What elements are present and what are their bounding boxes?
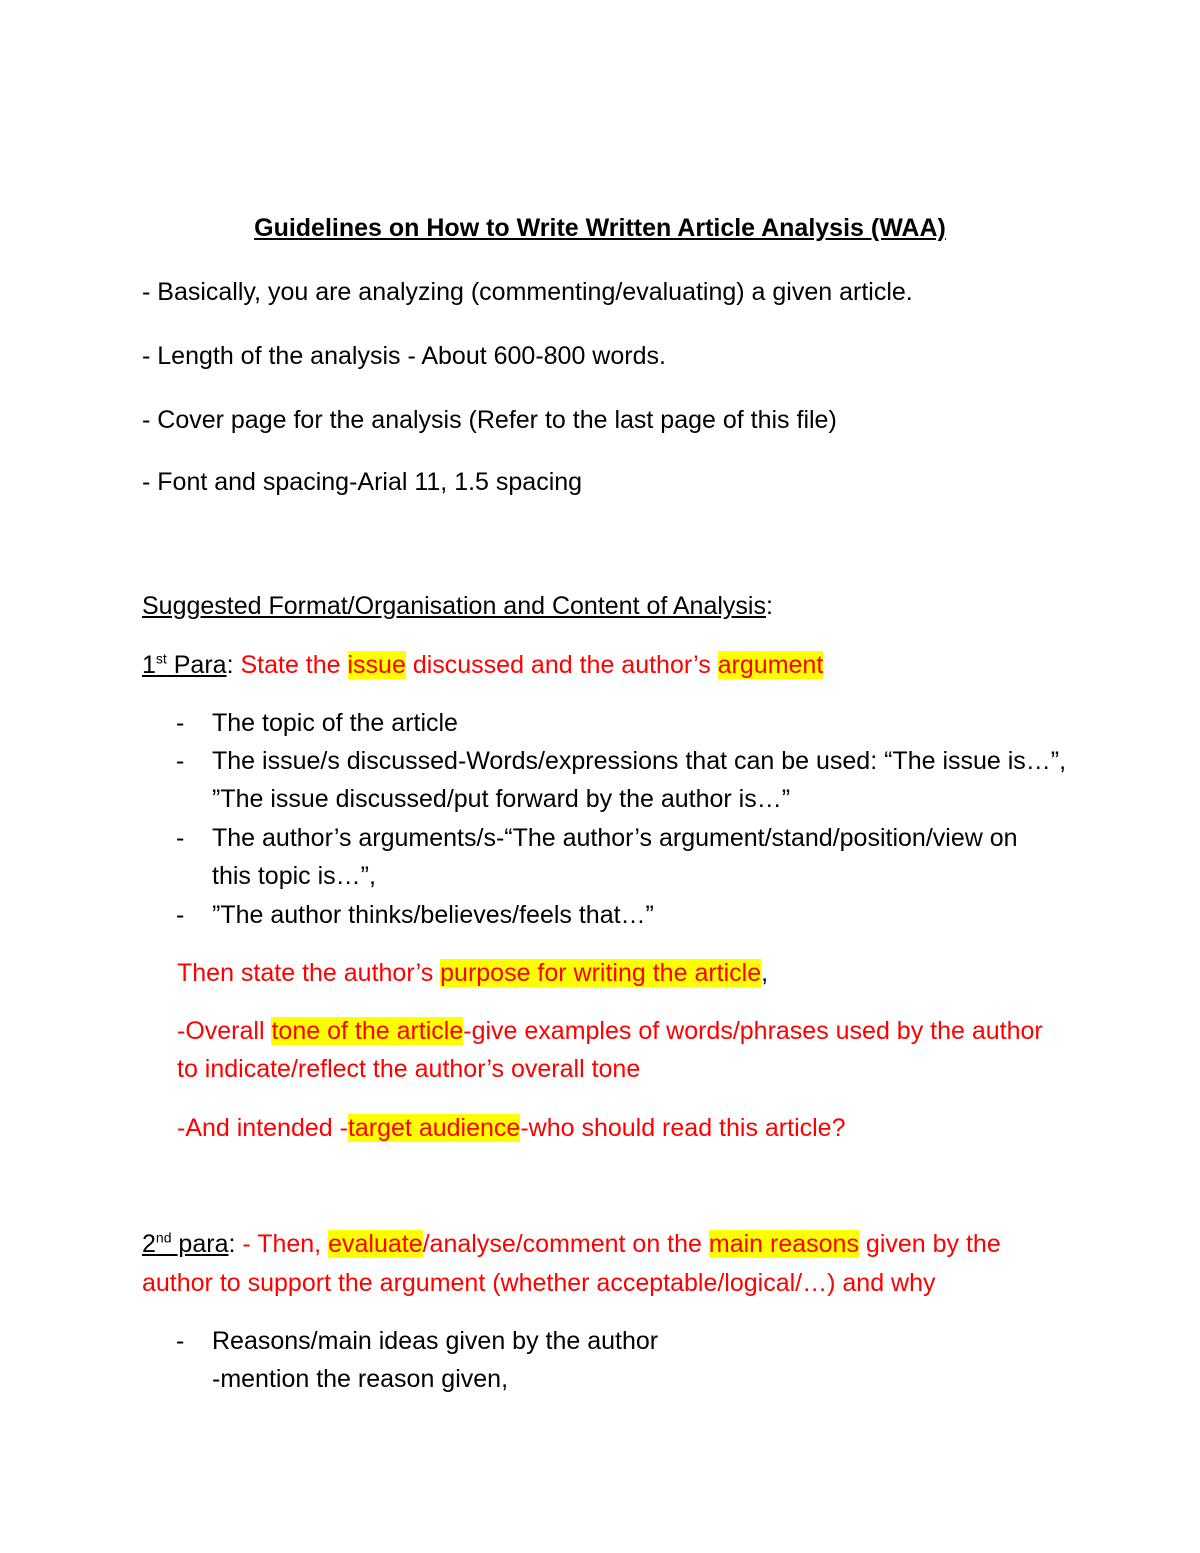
para2-label-sup: nd (155, 1229, 172, 1246)
para1-heading-text: State the (240, 651, 348, 679)
format-heading-colon: : (765, 592, 773, 620)
para2-heading-text: /analyse/comment on the (422, 1230, 709, 1258)
para1-bullet: ”The author thinks/believes/feels that…” (212, 901, 654, 929)
bullet-dash: - (176, 901, 185, 929)
purpose-text: Then state the author’s (177, 959, 441, 987)
para2-bullet: Reasons/main ideas given by the author (212, 1327, 659, 1355)
para2-label-num: 2 (142, 1230, 156, 1258)
para1-label (142, 651, 227, 679)
highlight-evaluate: evaluate (328, 1230, 423, 1258)
purpose-comma: , (761, 959, 769, 987)
para2-label-word: para (171, 1230, 229, 1258)
format-heading (142, 590, 773, 622)
audience-text: -And intended - (177, 1114, 348, 1142)
para1-label-sup: st (155, 650, 167, 667)
para1-bullet: The issue/s discussed-Words/expressions that can be used: “The issue is…”, (212, 747, 1067, 775)
para2-heading-text: given by the (858, 1230, 1001, 1258)
para1-bullet: The author’s arguments/s-“The author’s argument/stand/position/view on (212, 824, 1018, 852)
intro-bullet: - Length of the analysis - About 600-800 words. (142, 342, 666, 370)
highlight-issue: issue (347, 651, 406, 679)
para1-bullet: The topic of the article (212, 709, 458, 737)
purpose-line (177, 957, 768, 989)
para1-bullet-continued: this topic is…”, (212, 862, 376, 890)
tone-text: -Overall (177, 1017, 272, 1045)
para2-heading-text: - Then, (242, 1230, 329, 1258)
bullet-dash: - (176, 1327, 185, 1355)
highlight-main-reasons: main reasons (708, 1230, 859, 1258)
highlight-purpose: purpose for writing the article (440, 959, 762, 987)
para2-bullet-sub: -mention the reason given, (212, 1365, 509, 1393)
para1-colon: : (226, 651, 241, 679)
format-heading-text: Suggested Format/Organisation and Content of Analysis (142, 592, 766, 620)
intro-bullet: - Font and spacing-Arial 11, 1.5 spacing (142, 468, 583, 496)
para2-heading (142, 1228, 1001, 1260)
audience-text: -who should read this article? (520, 1114, 846, 1142)
highlight-audience: target audience (347, 1114, 521, 1142)
highlight-tone: tone of the article (271, 1017, 464, 1045)
para2-heading-continued: author to support the argument (whether acceptable/logical/…) and why (142, 1269, 936, 1297)
tone-text: -give examples of words/phrases used by the author (463, 1017, 1043, 1045)
bullet-dash: - (176, 824, 185, 852)
para1-label-num: 1 (142, 651, 156, 679)
tone-line (177, 1015, 1043, 1047)
audience-line (177, 1112, 845, 1144)
para1-label-word: Para (166, 651, 227, 679)
bullet-dash: - (176, 709, 185, 737)
para2-label (142, 1230, 228, 1258)
highlight-argument: argument (717, 651, 824, 679)
intro-bullet: - Cover page for the analysis (Refer to the last page of this file) (142, 406, 837, 434)
bullet-dash: - (176, 747, 185, 775)
para1-heading (142, 649, 823, 681)
page-title: Guidelines on How to Write Written Article Analysis (WAA) (254, 214, 946, 242)
para1-bullet-continued: ”The issue discussed/put forward by the author is…” (212, 785, 791, 813)
para2-colon: : (228, 1230, 243, 1258)
para1-heading-text: discussed and the author’s (405, 651, 718, 679)
intro-bullet: - Basically, you are analyzing (commenting/evaluating) a given article. (142, 278, 913, 306)
tone-line-continued: to indicate/reflect the author’s overall tone (177, 1055, 641, 1083)
